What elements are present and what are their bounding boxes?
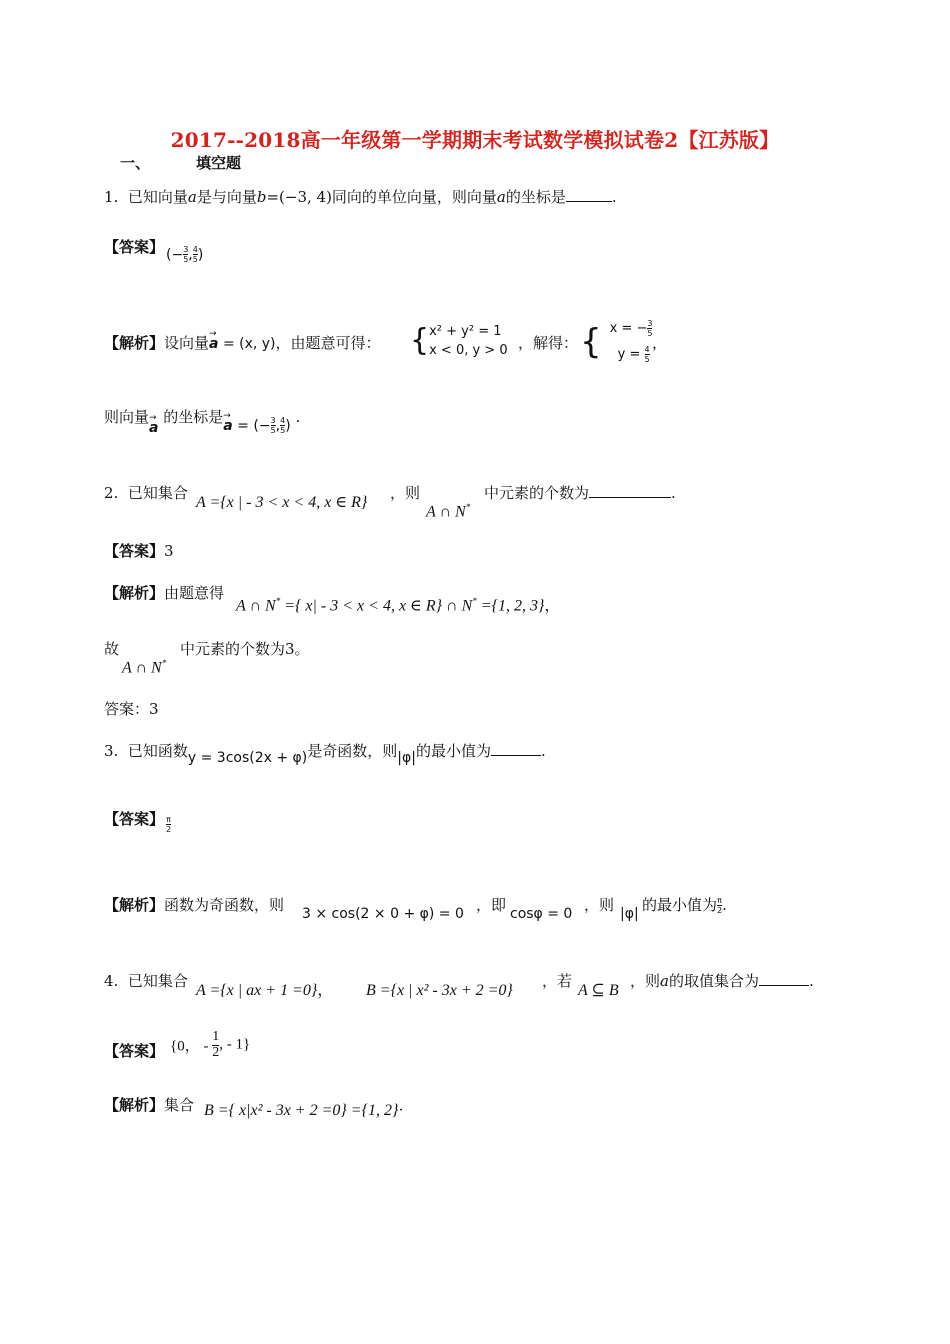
- q1-solve-text: ，解得：: [518, 334, 579, 352]
- q1-solution: { x = − $\frac{3}{5}$ y = $\frac{4}{5}$: [580, 318, 653, 364]
- document-title: 2017--2018高一年级第一学期期末考试数学模拟试卷2【江苏版】: [170, 128, 780, 152]
- question-2: 2. 已知集合: [104, 484, 188, 502]
- q1-answer-value: (− $\frac{3}{5}$ , $\frac{4}{5}$ ): [166, 245, 204, 264]
- q2-conclusion: 故: [104, 640, 120, 658]
- document-page: 2017--2018高一年级第一学期期末考试数学模拟试卷2【江苏版】 一、 填空题 1. 已知向量a是与向量b=(−3, 4)同向的单位向量，则向量a的坐标是 . 【答案】 (− $\frac{3}{5}$ , $\frac{4}{5}$ ) 【解析】设向量→ a = (x, y)，由题意可得： { x² + y² = 1 x < 0, y > 0 ，解得： { x = − $\frac{3}{5}$ y = $\frac{4}{5}$ ， 则向量→ a 的坐标是→ a = (− $\frac{3}{5}$ , $\frac{4}{5}$ ) . 2. 已知集合 A ={x | - 3 < x < 4, x ∈ R} ，则 A ∩ N* 中元素的个数为 . 【答案】3 【解析】由题意得 A ∩ N* ={ x| - 3 < x < 4, x ∈ R} ∩ N* ={1, 2, 3}， 故 A ∩ N* 中元素的个数为3。 答案：3 3. 已知函数y = 3cos(2x + φ)是奇函数，则|φ|的最小值为 . 【答案】 $\frac{\pi}{2}$ 【解析】函数为奇函数，则 3 × cos(2 × 0 + φ) = 0 ，即 cosφ = 0 ，则 |φ| 的最小值为 $\frac{\pi}{2}$ . 4. 已知集合 A ={x | ax + 1 =0}， B ={x | x² - 3x + 2 =0} ，若 A ⊆ B ，则a的取值集合为 . 【答案】 {0， - $\frac{1}{2}$ , - 1} 【解析】集合 B ={ x|x² - 3x + 2 =0} ={1, 2}·: [0, 0, 950, 1344]
- analysis-label: 【解析】: [104, 896, 165, 914]
- q2-final-answer: 答案：3: [104, 700, 159, 718]
- q3-answer-value: $\frac{\pi}{2}$: [166, 815, 172, 834]
- q4-answer: [104, 1040, 164, 1062]
- q1-system: { x² + y² = 1 x < 0, y > 0: [410, 323, 508, 358]
- q4-set-a: A ={x | ax + 1 =0}，: [196, 982, 334, 999]
- section-number: 一、: [120, 154, 151, 172]
- question-number: 1.: [104, 188, 119, 206]
- q3-answer: [104, 808, 164, 830]
- question-4: 4. 已知集合: [104, 972, 188, 990]
- analysis-label: 【解析】: [104, 1096, 165, 1114]
- answer-label: 【答案】: [104, 810, 165, 828]
- q2-analysis-expr: A ∩ N* ={ x| - 3 < x < 4, x ∈ R} ∩ N* ={1, 2, 3}，: [236, 596, 561, 615]
- q4-set-b: B ={x | x² - 3x + 2 =0}: [366, 982, 513, 999]
- q4-subset: A ⊆ B: [578, 982, 619, 999]
- q2-analysis: 【解析】由题意得: [104, 584, 225, 602]
- q2-set-a: A ={x | - 3 < x < 4, x ∈ R}: [196, 494, 368, 511]
- q2-intersection: A ∩ N*: [426, 502, 471, 521]
- q4-analysis-expr: B ={ x|x² - 3x + 2 =0} ={1, 2}·: [204, 1102, 404, 1119]
- question-number: 2.: [104, 484, 119, 502]
- question-3: 3. 已知函数y = 3cos(2x + φ)是奇函数，则|φ|的最小值为 .: [104, 742, 546, 766]
- question-number: 4.: [104, 972, 119, 990]
- answer-blank: [566, 187, 612, 202]
- q1-answer: [104, 236, 164, 258]
- section-heading: [120, 152, 241, 173]
- q1-analysis: 【解析】设向量→ a = (x, y)，由题意可得：: [104, 332, 381, 355]
- answer-blank: [759, 971, 809, 986]
- section-name: 填空题: [196, 154, 242, 172]
- q4-analysis: 【解析】集合: [104, 1096, 195, 1114]
- answer-blank: [589, 483, 671, 498]
- answer-blank: [491, 741, 541, 756]
- answer-label: 【答案】: [104, 1042, 165, 1060]
- q2-answer: 【答案】3: [104, 542, 174, 560]
- q3-analysis: 【解析】函数为奇函数，则: [104, 896, 285, 914]
- analysis-label: 【解析】: [104, 584, 165, 602]
- answer-label: 【答案】: [104, 542, 165, 560]
- analysis-label: 【解析】: [104, 334, 165, 352]
- q4-answer-value: {0， - $\frac{1}{2}$ , - 1}: [170, 1029, 251, 1060]
- question-1: 1. 已知向量a是与向量b=(−3, 4)同向的单位向量，则向量a的坐标是 .: [104, 188, 617, 206]
- question-number: 3.: [104, 742, 119, 760]
- answer-label: 【答案】: [104, 238, 165, 256]
- q1-conclusion: 则向量→ a 的坐标是→ a = (− $\frac{3}{5}$ , $\frac{4}{5}$ ) .: [104, 406, 300, 429]
